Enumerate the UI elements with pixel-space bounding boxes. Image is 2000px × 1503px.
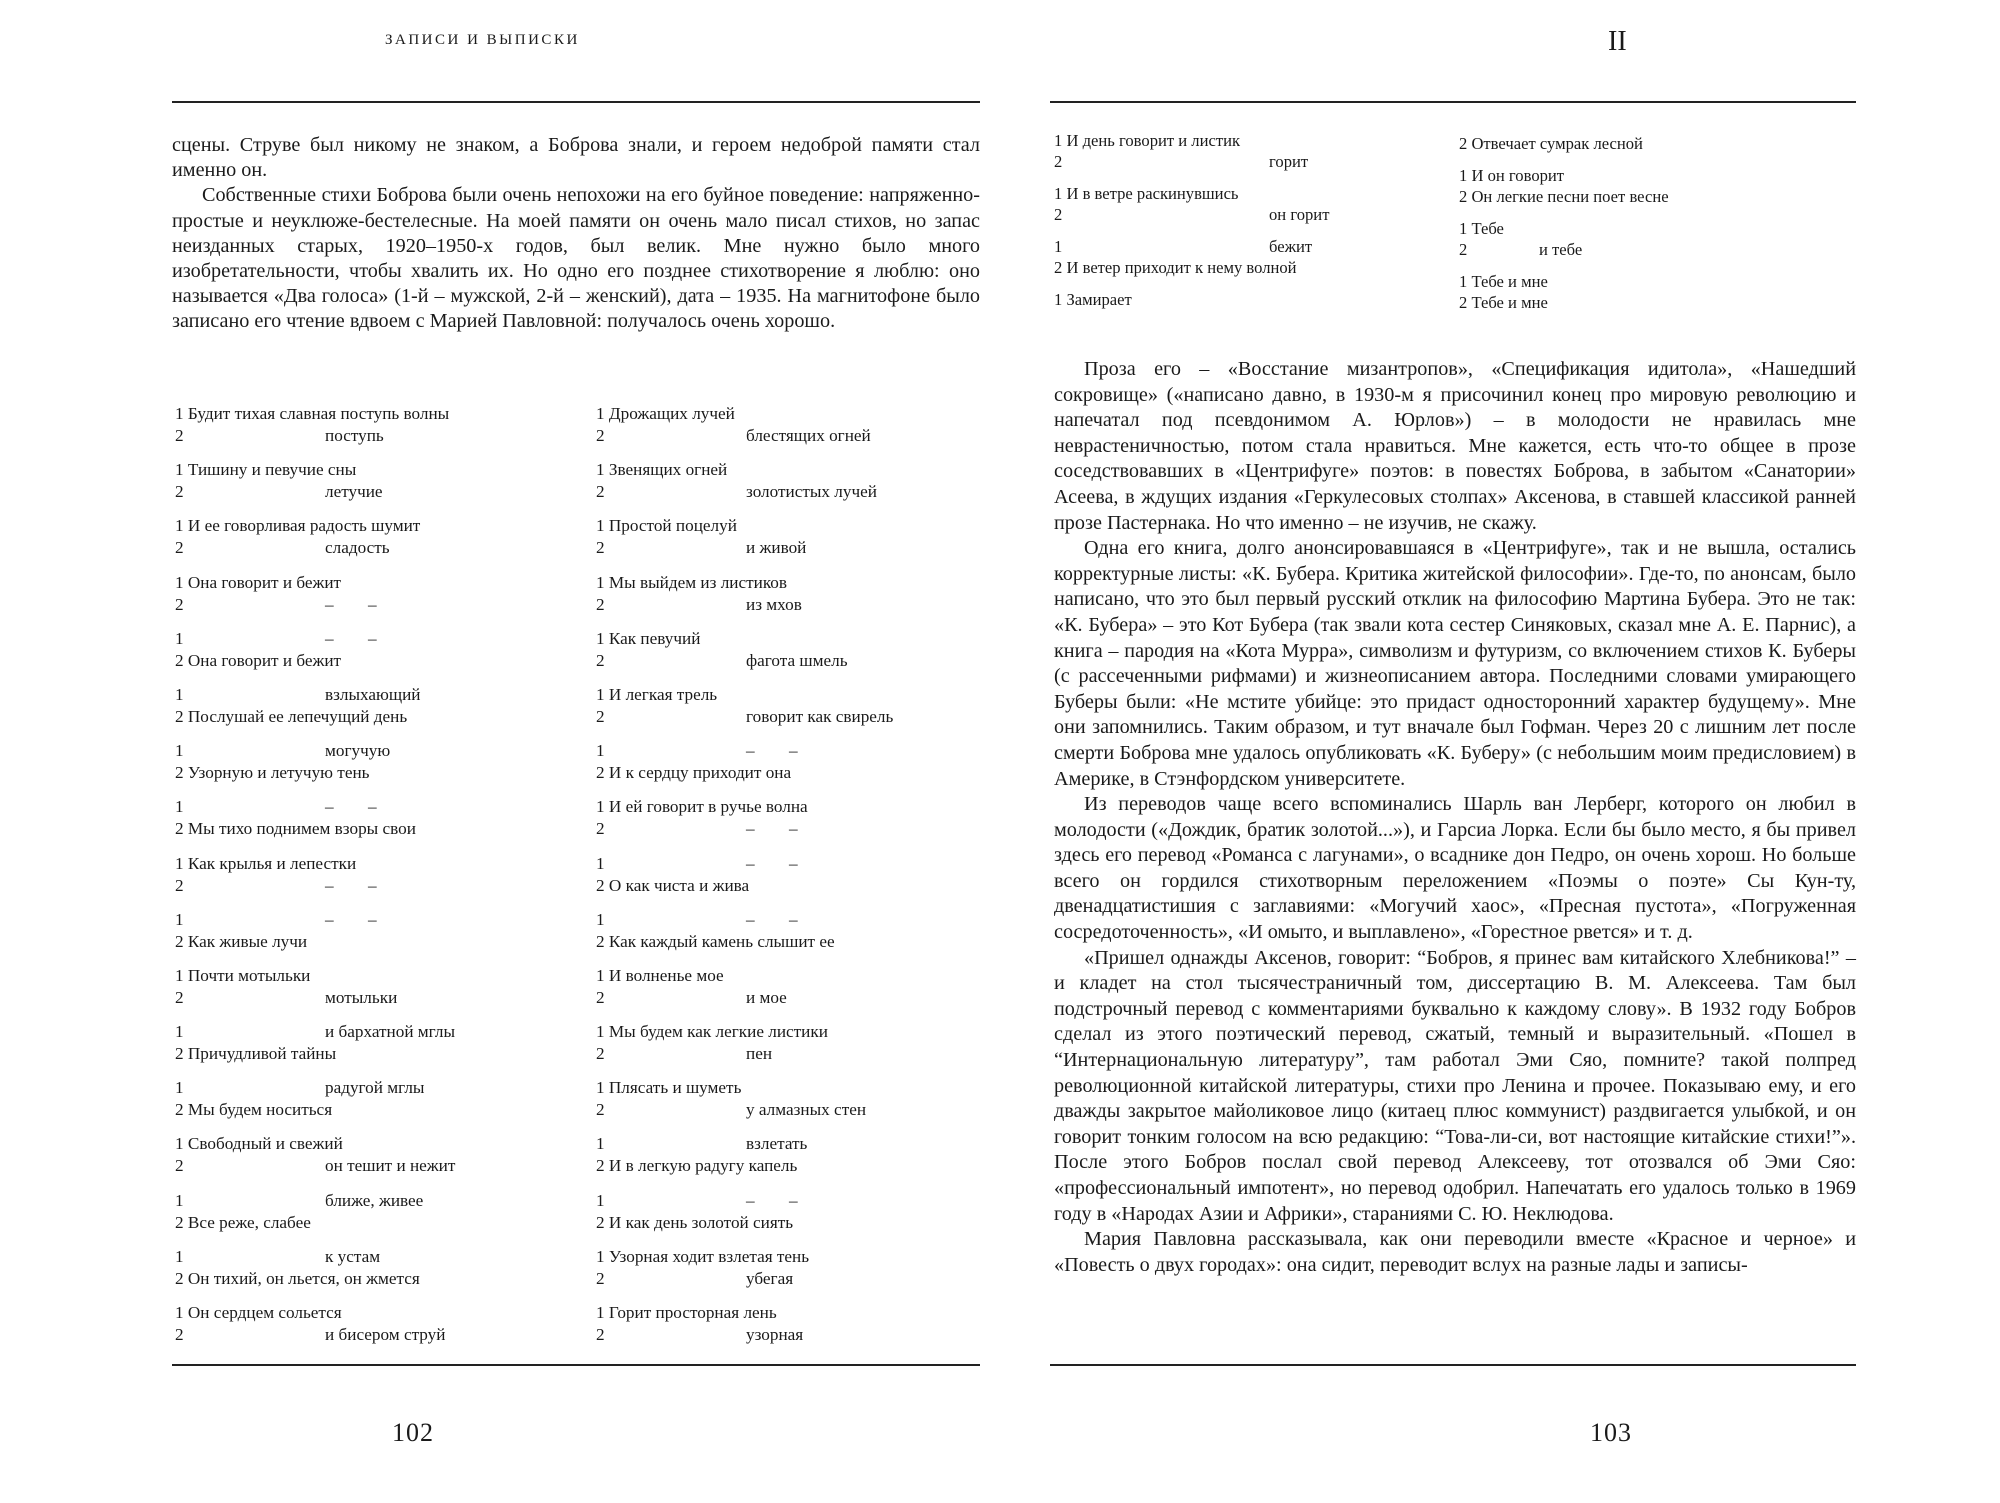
poem-stanza	[596, 1021, 976, 1065]
poem-stanza	[175, 1133, 555, 1177]
poem-line-tail: и бисером струй	[325, 1325, 446, 1344]
poem-line: 1 радугой мглы	[175, 1078, 425, 1098]
poem-line: 1 – –	[175, 797, 377, 817]
poem-line: 1 Тебе и мне	[1459, 272, 1548, 291]
poem-line-tail: – –	[746, 909, 798, 929]
poem-line-tail: – –	[325, 594, 377, 614]
poem-stanza	[596, 572, 976, 616]
poem-stanza	[175, 515, 555, 559]
poem-line: 2 и мое	[596, 987, 787, 1007]
body-text	[1054, 357, 1856, 1278]
poem-line: 1 Мы выйдем из листиков	[596, 572, 788, 592]
poem-line: 2 Как живые лучи	[175, 931, 308, 951]
poem-stanza	[175, 796, 555, 840]
poem-line: 1 И он говорит	[1459, 166, 1565, 185]
poem-line: 1 Мы будем как легкие листики	[596, 1022, 828, 1042]
poem-line: 1 Звенящих огней	[596, 460, 728, 480]
poem-line-tail: радугой мглы	[325, 1078, 425, 1098]
poem-line: 1 взлетать	[596, 1134, 808, 1154]
poem-stanza	[175, 1302, 555, 1346]
poem-line: 2 – –	[175, 594, 377, 614]
paragraph: Из переводов чаще всего вспоминались Шарль ван Лерберг, которого он любил в молодости («Дождик, братик золотой...»), и Гарсиа Лорка. Если бы было место, я бы привел здесь его перевод «Романса с лагунами», о всаднике дон Педро, он очень хорош. Но больше всего он гордился стихотворным переложением «Поэмы о поэте» Сы Кун-ту, двенадцатистишия с заглавиями: «Могучий хаос», «Пресная пустота», «Погруженная сосредоточенность», «И омыто, и выплавлено», «Горестное рвется» и т. д.	[1054, 793, 1856, 944]
poem-line: 2 золотистых лучей	[596, 482, 877, 502]
poem-line-tail: взлыхающий	[325, 684, 421, 704]
poem-stanza	[175, 1077, 555, 1121]
poem-line-tail: и бархатной мглы	[325, 1022, 455, 1042]
poem-stanza	[596, 1133, 976, 1177]
poem-stanza	[175, 628, 555, 672]
poem-line-tail: и тебе	[1539, 240, 1583, 259]
poem-line: 1 Будит тихая славная поступь волны	[175, 404, 450, 423]
poem-line-tail: и мое	[746, 987, 787, 1007]
poem-line-tail: – –	[746, 853, 798, 873]
poem-line-tail: фагота шмель	[746, 650, 848, 670]
running-head: ЗАПИСИ И ВЫПИСКИ	[385, 32, 580, 48]
poem-line: 2 говорит как свирель	[596, 706, 894, 726]
poem-stanza	[596, 1077, 976, 1121]
poem-line: 1 Как певучий	[596, 628, 701, 648]
poem-line-tail: и живой	[746, 538, 807, 558]
poem-stanza	[175, 1190, 555, 1234]
poem-stanza	[1054, 236, 1434, 278]
poem-stanza	[596, 684, 976, 728]
poem-column-left	[175, 403, 555, 1358]
poem-line: 1 взлыхающий	[175, 684, 421, 704]
poem-stanza	[175, 853, 555, 897]
poem-line: 1 И ее говорливая радость шумит	[175, 516, 421, 536]
poem-line: 1 Узорная ходит взлетая тень	[596, 1246, 810, 1266]
poem-line: 1 И в ветре раскинувшись	[1054, 184, 1239, 203]
poem-stanza	[596, 909, 976, 953]
poem-line-tail: взлетать	[746, 1134, 808, 1154]
poem-line-tail: – –	[325, 875, 377, 895]
poem-line: 1 Тебе	[1459, 219, 1504, 238]
poem-stanza	[596, 1302, 976, 1346]
poem-line-tail: могучую	[325, 741, 391, 761]
poem-line-tail: говорит как свирель	[746, 706, 894, 726]
poem-line: 1 к устам	[175, 1246, 381, 1266]
poem-line: 2 Узорную и летучую тень	[175, 763, 370, 783]
poem-line-tail: летучие	[325, 482, 383, 502]
poem-line-tail: сладость	[325, 538, 390, 558]
poem-line: 1 Почти мотыльки	[175, 965, 311, 985]
poem-line-tail: поступь	[325, 426, 384, 445]
poem-line: 1 Свободный и свежий	[175, 1134, 343, 1154]
poem-line-tail: – –	[746, 1190, 798, 1210]
poem-stanza	[175, 1246, 555, 1290]
poem-stanza	[175, 459, 555, 503]
poem-line-tail: – –	[325, 909, 377, 929]
poem-stanza	[1459, 271, 1839, 313]
poem-line: 2 Послушай ее лепечущий день	[175, 706, 408, 726]
poem-stanza	[175, 572, 555, 616]
poem-stanza	[596, 403, 976, 447]
poem-line: 2 фагота шмель	[596, 650, 848, 670]
poem-line-tail: горит	[1269, 152, 1309, 171]
poem-stanza	[1054, 289, 1434, 310]
poem-line: 2 пен	[596, 1044, 773, 1064]
poem-stanza	[175, 403, 555, 447]
poem-left	[1054, 130, 1434, 321]
poem-line: 1 – –	[596, 741, 798, 761]
poem-stanza	[1054, 130, 1434, 172]
footer-rule	[172, 1364, 980, 1366]
poem-stanza	[1054, 183, 1434, 225]
poem-line-tail: бежит	[1269, 237, 1313, 256]
poem-line: 2 и тебе	[1459, 240, 1583, 259]
poem-stanza	[596, 853, 976, 897]
poem-line: 2 сладость	[175, 538, 390, 558]
poem-line: 1 Он сердцем сольется	[175, 1303, 342, 1322]
chapter-number: II	[1608, 26, 1627, 57]
poem-line: 1 – –	[175, 909, 377, 929]
poem-column-right	[596, 403, 976, 1358]
poem-line: 2 Он легкие песни поет весне	[1459, 187, 1669, 206]
poem-line: 2 Он тихий, он льется, он жмется	[175, 1268, 420, 1288]
poem-line: 1 – –	[596, 853, 798, 873]
poem-line-tail: золотистых лучей	[746, 482, 877, 502]
poem-line: 1 И легкая трель	[596, 684, 718, 704]
poem-line: 1 И волненье мое	[596, 965, 724, 985]
poem-stanza	[596, 740, 976, 784]
poem-line-tail: – –	[746, 819, 798, 839]
poem-stanza	[596, 515, 976, 559]
page-number: 103	[1590, 1418, 1632, 1447]
poem-stanza	[596, 628, 976, 672]
poem-line: 1 Дрожащих лучей	[596, 404, 735, 423]
poem-line: 2 Мы тихо поднимем взоры свои	[175, 819, 416, 839]
poem-line: 1 – –	[596, 1190, 798, 1210]
poem-line: 2 блестящих огней	[596, 426, 871, 445]
poem-line: 2 поступь	[175, 426, 384, 445]
poem-line-tail: у алмазных стен	[746, 1100, 867, 1120]
poem-line: 2 мотыльки	[175, 987, 398, 1007]
poem-line-tail: пен	[746, 1044, 773, 1064]
poem-line: 2 И ветер приходит к нему волной	[1054, 258, 1297, 277]
poem-line: 2 Причудливой тайны	[175, 1044, 337, 1064]
paragraph: «Пришел однажды Аксенов, говорит: “Бобров, я принес вам китайского Хлебникова!” – и кладет на стол тысячестраничный том, диссертацию В. М. Алексеева. Там был подстрочный перевод с комментариями буквально к каждому слову». В 1932 году Бобров сделал из этого поэтический перевод, сжатый, темный и выразительный. «Пошел в “Интернациональную литературу”, там работал Эми Сяо, помните? такой полпред революционной китайской литературы, стихи про Ленина и прочее. Показываю ему, и его дважды закрытое майоликовое лицо (китаец плюс коммунист) раздвигается улыбкой, и он говорит тонким голосом на всю редакцию: “Това-ли-си, вот настоящие китайские стихи!”». После этого Бобров послал свой перевод Алексееву, тот отозвался об Эми Сяо: «профессиональный импотент», но перевод одобрил. Напечатать его удалось только в 1969 году в «Народах Азии и Африки», стараниями С. Ю. Неклюдова.	[1054, 946, 1856, 1225]
poem-line: 2 он тешит и нежит	[175, 1156, 456, 1176]
header-rule	[1050, 101, 1856, 103]
poem-line-tail: – –	[325, 797, 377, 817]
poem-line-tail: он горит	[1269, 205, 1330, 224]
poem-line: 1 Плясать и шуметь	[596, 1078, 742, 1098]
poem-stanza	[175, 684, 555, 728]
poem-stanza	[175, 909, 555, 953]
poem-line: 2 Она говорит и бежит	[175, 650, 342, 670]
poem-stanza	[596, 796, 976, 840]
poem-right	[1459, 133, 1839, 324]
poem-line: 1 могучую	[175, 741, 391, 761]
footer-rule	[1050, 1364, 1856, 1366]
poem-line: 2 Как каждый камень слышит ее	[596, 931, 835, 951]
poem-line: 2 И как день золотой сиять	[596, 1212, 794, 1232]
paragraph: Проза его – «Восстание мизантропов», «Спецификация идитола», «Нашедший сокровище» («написано давно, в 1930-м я присочинил конец про мировую революцию и напечатал под псевдонимом А. Юрлов») – в молодости не нравилась мне неврастеничностью, потом стала нравиться. Мне кажется, есть что-то общее в прозе соседствовавших в «Центрифуге» поэтов: в повестях Боброва, в забытом «Санатории» Асеева, в ждущих издания «Геркулесовых столпах» Аксенова, в ставшей классикой ранней прозе Пастернака. Но что именно – не изучив, не скажу.	[1054, 358, 1856, 534]
poem-line: 1 Горит просторная лень	[596, 1303, 777, 1322]
poem-line: 1 И день говорит и листик	[1054, 131, 1241, 150]
poem-stanza	[596, 1246, 976, 1290]
poem-line: 1 ближе, живее	[175, 1190, 424, 1210]
poem-line: 1 И ей говорит в ручье волна	[596, 797, 808, 817]
poem-stanza	[175, 965, 555, 1009]
poem-line: 1 Простой поцелуй	[596, 516, 737, 536]
poem-line: 2 Отвечает сумрак лесной	[1459, 134, 1643, 153]
poem-line: 2 узорная	[596, 1325, 804, 1344]
poem-stanza	[1459, 133, 1839, 154]
poem-line: 2 И к сердцу приходит она	[596, 763, 792, 783]
poem-line: 2 летучие	[175, 482, 383, 502]
poem-line: 2 убегая	[596, 1268, 794, 1288]
poem-line-tail: убегая	[746, 1268, 794, 1288]
poem-line-tail: к устам	[325, 1246, 381, 1266]
poem-line: 2 И в легкую радугу капель	[596, 1156, 798, 1176]
poem-stanza	[596, 965, 976, 1009]
poem-stanza	[1459, 165, 1839, 207]
poem-stanza	[596, 1190, 976, 1234]
paragraph: Мария Павловна рассказывала, как они переводили вместе «Красное и черное» и «Повесть о двух городах»: она сидит, переводит вслух на разные лады и записы-	[1054, 1228, 1856, 1276]
poem-line: 2 горит	[1054, 152, 1309, 171]
page-number: 102	[392, 1418, 434, 1447]
poem-line-tail: – –	[746, 741, 798, 761]
paragraph: сцены. Струве был никому не знаком, а Боброва знали, и героем недоброй памяти стал именно он.	[172, 134, 980, 182]
poem-stanza	[175, 740, 555, 784]
poem-stanza	[596, 459, 976, 503]
poem-line: 1 Тишину и певучие сны	[175, 460, 357, 480]
paragraph: Собственные стихи Боброва были очень непохожи на его буйное поведение: напряженно-простые и неуклюже-бестелесные. На моей памяти он очень мало писал стихов, но запас неизданных старых, 1920–1950-х годов, был велик. Мне нужно было много изобретательности, чтобы хвалить их. Но одно его позднее стихотворение я люблю: оно называется «Два голоса» (1-й – мужской, 2-й – женский), дата – 1935. На магнитофоне было записано его чтение вдвоем с Марией Павловной: получалось очень хорошо.	[172, 184, 980, 333]
poem-line: 2 он горит	[1054, 205, 1330, 224]
poem-line: 2 и живой	[596, 538, 807, 558]
paragraph: Одна его книга, долго анонсировавшаяся в «Центрифуге», так и не вышла, остались корректурные листы: «К. Бубера. Критика житейской философии». Где-то, по анонсам, было написано, что это был первый русский отклик на философию Мартина Бубера. Это не так: «К. Бубера» – это Кот Бубера (так звали кота сестер Синяковых, сказал мне А. Е. Парнис), а книга – пародия на «Кота Мурра», символизм и футуризм, со включением стихов К. Буберы (с рассеченными рифмами) и жизнеописанием автора. Последними словами умирающего Буберы были: «Не мстите убийце: это придаст односторонний характер будущему». Мне они запомнились. Таким образом, и тут вначале был Гофман. Через 20 с лишним лет после смерти Боброва мне удалось опубликовать «К. Буберу» (с небольшим моим предисловием) в Америке, в Стэнфордском университете.	[1054, 537, 1856, 790]
poem-line: 1 – –	[175, 628, 377, 648]
poem-line-tail: он тешит и нежит	[325, 1156, 456, 1176]
poem-line: 2 Мы будем носиться	[175, 1100, 333, 1120]
poem-line: 1 – –	[596, 909, 798, 929]
poem-line: 2 О как чиста и жива	[596, 875, 750, 895]
poem-line: 2 – –	[175, 875, 377, 895]
poem-line: 1 Как крылья и лепестки	[175, 853, 357, 873]
poem-line-tail: узорная	[746, 1325, 804, 1344]
poem-line: 2 Тебе и мне	[1459, 293, 1548, 312]
poem-line-tail: из мхов	[746, 594, 802, 614]
header-rule	[172, 101, 980, 103]
poem-stanza	[175, 1021, 555, 1065]
poem-line: 2 – –	[596, 819, 798, 839]
poem-line: 2 и бисером струй	[175, 1325, 446, 1344]
intro-text	[172, 133, 980, 335]
poem-line: 2 из мхов	[596, 594, 802, 614]
poem-line: 1 Она говорит и бежит	[175, 572, 342, 592]
poem-line: 2 Все реже, слабее	[175, 1212, 311, 1232]
poem-line: 1 Замирает	[1054, 290, 1132, 309]
poem-line: 2 у алмазных стен	[596, 1100, 867, 1120]
poem-line: 1 и бархатной мглы	[175, 1022, 455, 1042]
poem-line: 1 бежит	[1054, 237, 1313, 256]
poem-line-tail: ближе, живее	[325, 1190, 424, 1210]
right-page	[1000, 0, 2000, 1503]
poem-stanza	[1459, 218, 1839, 260]
poem-line-tail: мотыльки	[325, 987, 398, 1007]
poem-line-tail: – –	[325, 628, 377, 648]
poem-line-tail: блестящих огней	[746, 426, 871, 445]
